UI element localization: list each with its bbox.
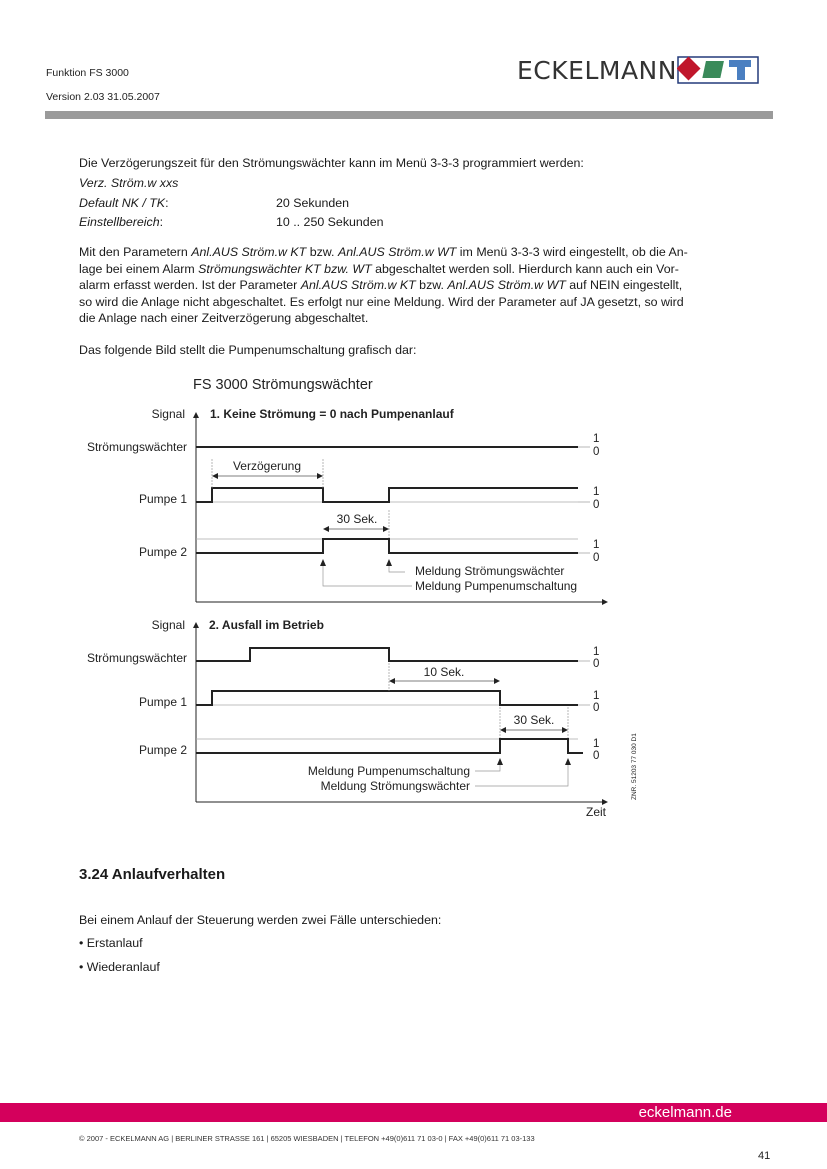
- svg-text:1: 1: [593, 539, 600, 551]
- default-label: Default NK / TK:: [79, 196, 169, 210]
- param-name: Verz. Ström.w xxs: [79, 176, 179, 190]
- list-item: • Erstanlauf: [79, 936, 143, 950]
- panel-2-heading: 2. Ausfall im Betrieb: [209, 618, 324, 632]
- delay-label: Verzögerung: [232, 459, 302, 473]
- list-item: • Wiederanlauf: [79, 960, 160, 974]
- message-pumpenumschaltung: Meldung Pumpenumschaltung: [415, 579, 578, 593]
- intro-line: Die Verzögerungszeit für den Strömungswächter kann im Menü 3-3-3 programmiert werden:: [79, 156, 584, 170]
- signal-label: Signal: [151, 407, 185, 421]
- svg-text:0: 0: [593, 750, 600, 762]
- page-number: 41: [758, 1150, 771, 1162]
- signal-trace-pumpe1: [196, 691, 578, 705]
- company-logo-icon: [677, 56, 759, 84]
- svg-text:1: 1: [593, 690, 600, 702]
- row-label-pumpe1: Pumpe 1: [138, 492, 187, 506]
- message-stroemungswaechter: Meldung Strömungswächter: [320, 779, 470, 793]
- row-label-pumpe2: Pumpe 2: [138, 545, 187, 559]
- company-logo-text: ECKELMANN: [517, 56, 677, 85]
- duration-10s-label: 10 Sek.: [423, 665, 465, 679]
- timing-diagram: [0, 360, 827, 830]
- svg-text:0: 0: [593, 499, 600, 511]
- range-value: 10 .. 250 Sekunden: [276, 215, 384, 229]
- website-link[interactable]: eckelmann.de: [638, 1104, 732, 1121]
- signal-trace-pumpe1: [196, 488, 578, 502]
- message-pumpenumschaltung: Meldung Pumpenumschaltung: [307, 764, 470, 778]
- panel-1: [87, 407, 608, 605]
- row-label-pumpe2: Pumpe 2: [138, 743, 187, 757]
- svg-text:0: 0: [593, 446, 600, 458]
- svg-text:0: 0: [593, 552, 600, 564]
- header-rule: [45, 111, 773, 119]
- section-text: Bei einem Anlauf der Steuerung werden zwei Fälle unterschieden:: [79, 913, 442, 927]
- signal-trace-stroemungswaechter: [196, 648, 578, 661]
- footer-bar: [0, 1103, 827, 1122]
- footer-address: © 2007 - ECKELMANN AG | BERLINER STRASSE 161 | 65205 WIESBADEN | TELEFON +49(0)611 71 03-0 | FAX +49(0)611 71 03-133: [79, 1134, 535, 1143]
- row-label-stroemungswaechter: Strömungswächter: [86, 440, 187, 454]
- signal-label: Signal: [151, 618, 185, 632]
- range-label: Einstellbereich:: [79, 215, 164, 229]
- svg-text:1: 1: [593, 433, 600, 445]
- svg-text:1: 1: [593, 646, 600, 658]
- svg-text:0: 0: [593, 658, 600, 670]
- row-label-stroemungswaechter: Strömungswächter: [86, 651, 187, 665]
- figure-intro: Das folgende Bild stellt die Pumpenumschaltung grafisch dar:: [79, 343, 417, 357]
- section-heading: 3.24 Anlaufverhalten: [79, 866, 226, 883]
- diagram-title: FS 3000 Strömungswächter: [193, 377, 373, 393]
- parameter-paragraph: Mit den Parametern Anl.AUS Ström.w KT bzw. Anl.AUS Ström.w WT im Menü 3-3-3 wird eingestellt, ob die An- lage bei einem Alarm Strömungswächter KT bzw. WT abgeschaltet werden soll. Hierdurch kann auch ein Vor- alarm erfasst werden. Ist der Parameter Anl.AUS Ström.w KT bzw. Anl.AUS Ström.w WT auf NEIN eingestellt, so wird die Anlage nicht abgeschaltet. Es erfolgt nur eine Meldung. Wird der Parameter auf JA gesetzt, so wird die Anlage nach einer Zeitverzögerung abgeschaltet.: [79, 245, 688, 325]
- svg-text:1: 1: [593, 738, 600, 750]
- default-value: 20 Sekunden: [276, 196, 350, 210]
- time-axis-label: Zeit: [586, 805, 607, 819]
- signal-trace-pumpe2: [196, 739, 583, 753]
- drawing-reference: ZNR. 51203 77 030 D1: [631, 733, 638, 800]
- duration-30s-label: 30 Sek.: [336, 512, 378, 526]
- duration-30s-label: 30 Sek.: [513, 713, 555, 727]
- document-version: Version 2.03 31.05.2007: [46, 91, 160, 103]
- svg-text:0: 0: [593, 702, 600, 714]
- message-stroemungswaechter: Meldung Strömungswächter: [415, 564, 565, 578]
- panel-1-heading: 1. Keine Strömung = 0 nach Pumpenanlauf: [210, 407, 454, 421]
- panel-2: [87, 618, 608, 819]
- row-label-pumpe1: Pumpe 1: [138, 695, 187, 709]
- svg-text:1: 1: [593, 486, 600, 498]
- signal-trace-pumpe2: [196, 539, 578, 553]
- document-title: Funktion FS 3000: [46, 67, 129, 79]
